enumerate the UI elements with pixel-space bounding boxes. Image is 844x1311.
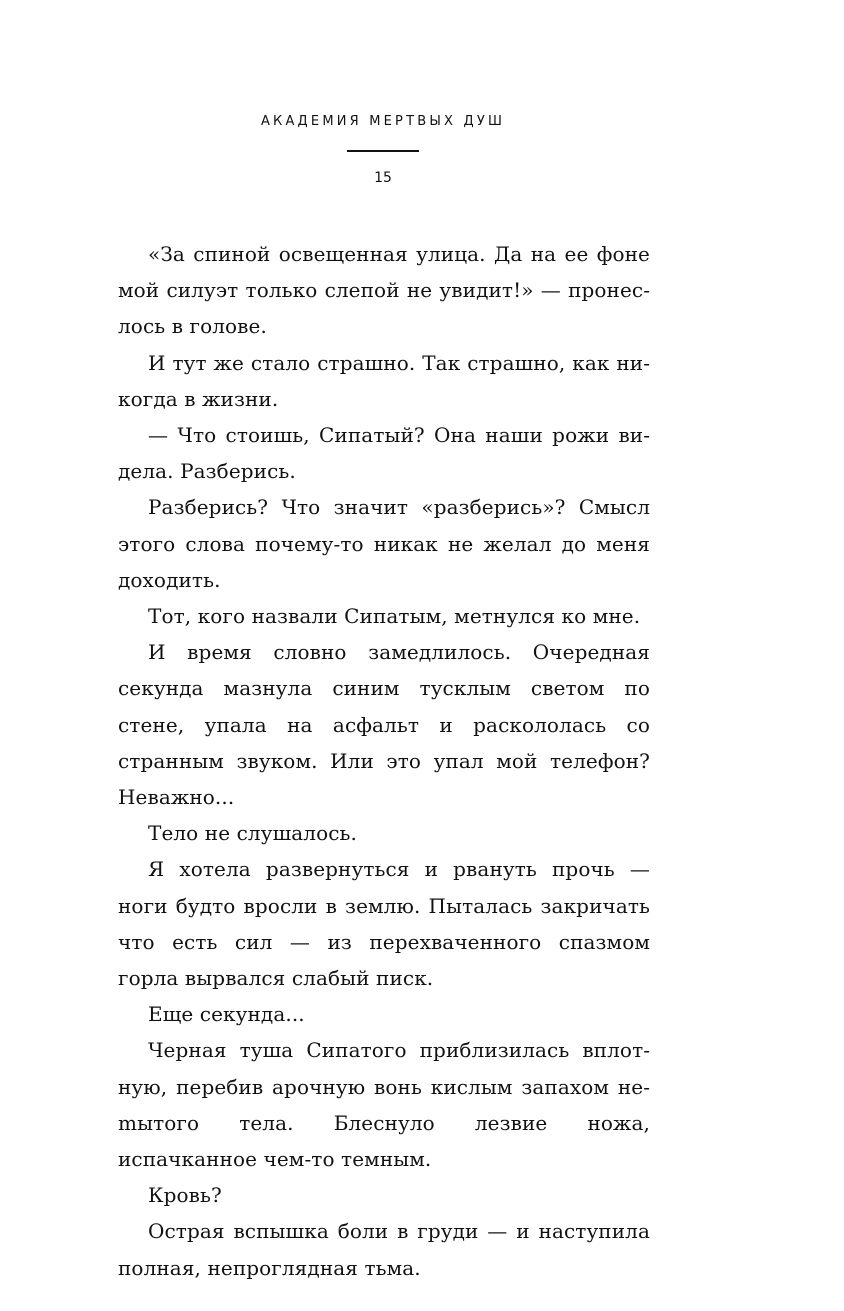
paragraph: Кровь? [148, 1183, 222, 1208]
paragraph: Острая вспышка боли в груди — и наступила полная, непроглядная тьма. [118, 1219, 650, 1280]
paragraph: Я хотела развернуться и рвануть прочь — ноги будто вросли в землю. Пыталась закричать что есть сил — из перехваченного спазмом горла вырвался слабый писк. [118, 857, 650, 991]
paragraph: Тело не слушалось. [148, 821, 357, 846]
paragraph: И время словно замедлилось. Очередная секунда мазнула синим тусклым светом по стене, упала на асфальт и раскололась со странным звуком. Или это упал мой телефон? Неважно... [118, 640, 650, 810]
paragraph: Еще секунда... [148, 1002, 305, 1027]
paragraph: И тут же стало страшно. Так страшно, как никогда в жизни. [118, 350, 650, 411]
paragraph: Тот, кого назвали Сипатым, метнулся ко мне. [148, 604, 641, 629]
paragraph: Разберись? Что значит «разберись»? Смысл этого слова почему-то никак не желал до меня доходить. [118, 495, 650, 592]
header-divider [347, 150, 419, 152]
paragraph: Черная туша Сипатого приблизилась вплотную, перебив арочную вонь кислым запахом неmытого тела. Блеснуло лезвие ножа, испачканное чем-то темным. [118, 1038, 650, 1172]
paragraph: «За спиной освещенная улица. Да на ее фоне мой силуэт только слепой не увидит!» — пронеслось в голове. [118, 242, 650, 339]
page-header [0, 112, 766, 188]
page-number: 15 [374, 170, 392, 186]
body-text [118, 236, 650, 1286]
paragraph: — Что стоишь, Сипатый? Она наши рожи видела. Разберись. [118, 423, 650, 484]
running-head: АКАДЕМИЯ МЕРТВЫХ ДУШ [260, 114, 506, 129]
